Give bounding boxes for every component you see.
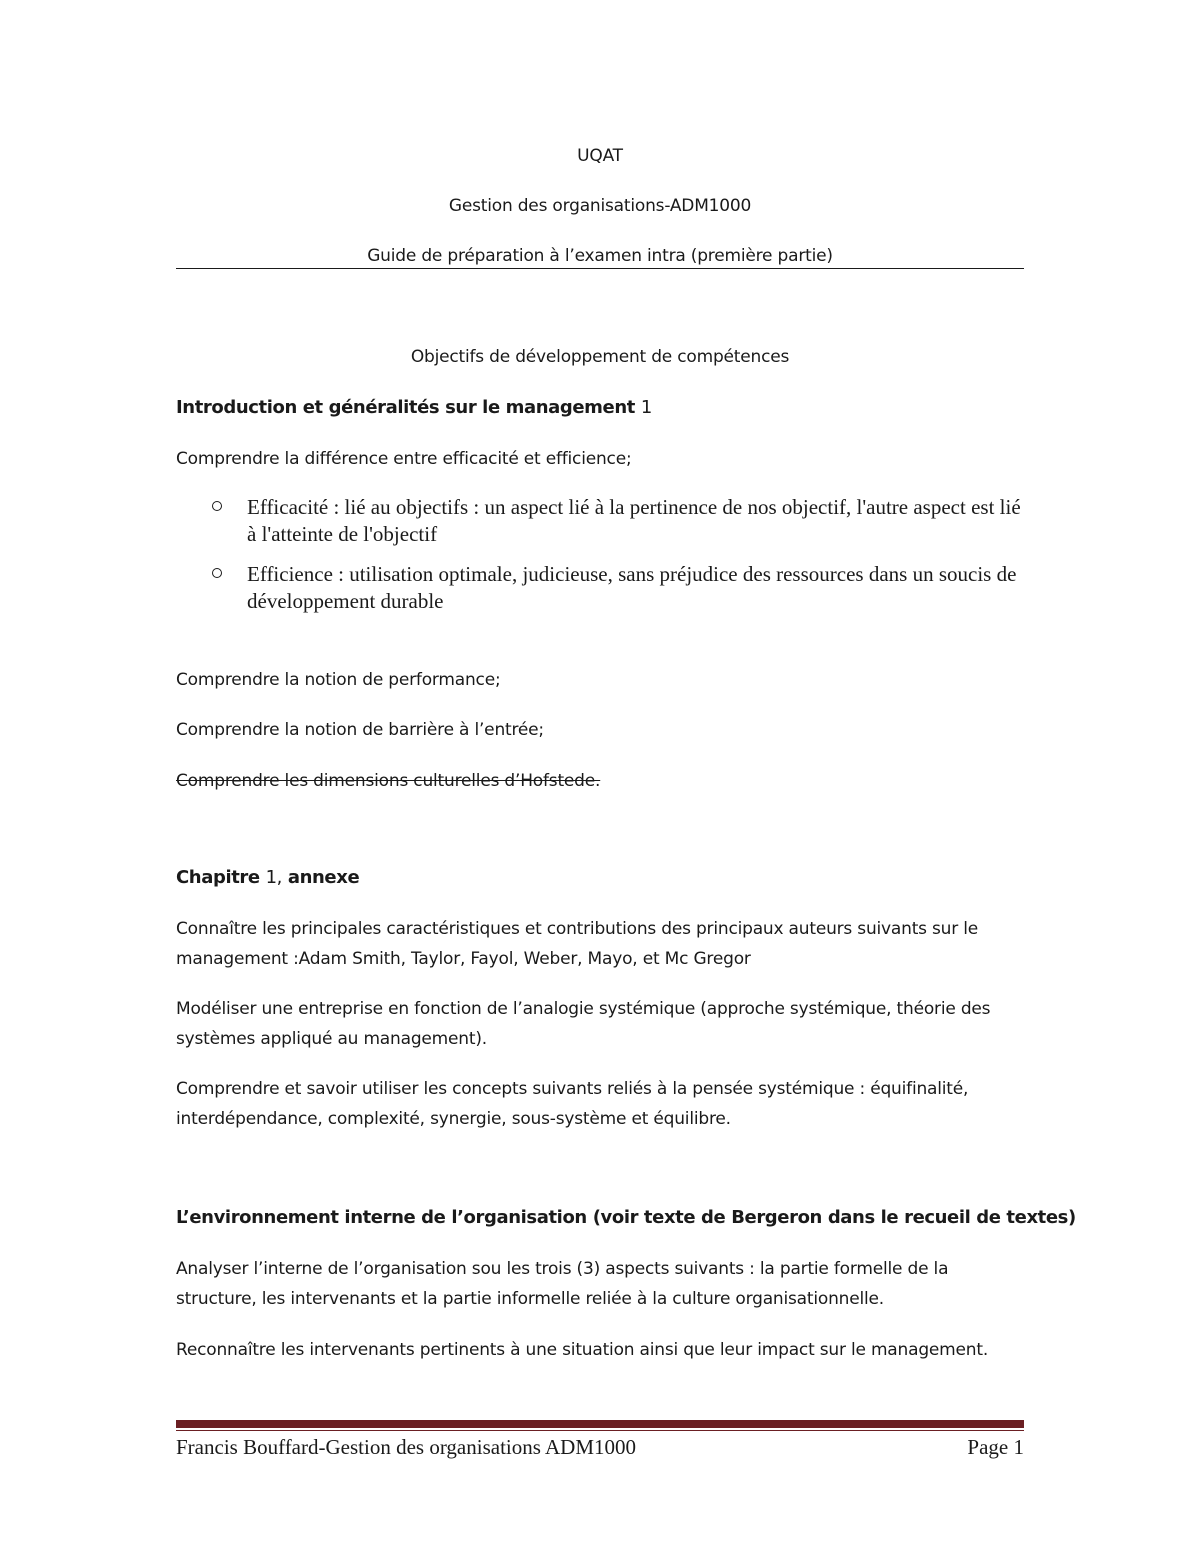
objective-intervenants: Reconnaître les intervenants pertinents à une situation ainsi que leur impact sur le management. (176, 1340, 989, 1360)
section-heading-text: Introduction et généralités sur le management (176, 397, 635, 418)
institution-name: UQAT (577, 146, 623, 166)
section-heading-number: 1 (640, 397, 652, 418)
header-divider (176, 268, 1024, 269)
section-heading-suffix: annexe (287, 867, 360, 888)
objective-efficacite-efficience: Comprendre la différence entre efficacité et efficience; (176, 449, 632, 469)
hollow-circle-bullet-icon (212, 568, 222, 578)
section-heading-environnement-interne: L’environnement interne de l’organisation (voir texte de Bergeron dans le recueil de textes) (176, 1207, 1076, 1228)
objective-analyser-interne: Analyser l’interne de l’organisation sou les trois (3) aspects suivants : la partie formelle de la structure, les intervenants et la partie informelle reliée à la culture organisationnelle. (176, 1259, 949, 1309)
footer-divider (176, 1420, 1024, 1428)
objective-pensee-systemique: Comprendre et savoir utiliser les concepts suivants reliés à la pensée systémique : équifinalité, interdépendance, complexité, synergie, sous-système et équilibre. (176, 1079, 969, 1129)
section-heading-introduction (176, 396, 652, 420)
section-heading-text: Chapitre (176, 867, 260, 888)
list-item (176, 494, 1024, 548)
objective-hofstede-struck: Comprendre les dimensions culturelles d’Hofstede. (176, 771, 601, 791)
section-heading-number: 1, (265, 867, 282, 888)
course-title: Gestion des organisations-ADM1000 (448, 196, 752, 216)
page-number: Page 1 (967, 1435, 1024, 1459)
list-item (176, 561, 1024, 615)
guide-title: Guide de préparation à l’examen intra (première partie) (367, 246, 833, 266)
definition-list (176, 494, 1024, 628)
definition-efficacite: Efficacité : lié au objectifs : un aspect lié à la pertinence de nos objectif, l'autre aspect est lié à l'atteinte de l'objectif (247, 495, 1021, 546)
hollow-circle-bullet-icon (212, 501, 222, 511)
objective-auteurs: Connaître les principales caractéristiques et contributions des principaux auteurs suivants sur le management :Adam Smith, Taylor, Fayol, Weber, Mayo, et Mc Gregor (176, 919, 979, 969)
objective-barriere-entree: Comprendre la notion de barrière à l’entrée; (176, 720, 544, 740)
footer-author-course: Francis Bouffard-Gestion des organisations ADM1000 (176, 1435, 637, 1459)
definition-efficience: Efficience : utilisation optimale, judicieuse, sans préjudice des ressources dans un soucis de développement durable (247, 562, 1017, 613)
section-heading-chapitre-1 (176, 866, 359, 890)
objective-analogie-systemique: Modéliser une entreprise en fonction de l’analogie systémique (approche systémique, théorie des systèmes appliqué au management). (176, 999, 991, 1049)
objectives-title: Objectifs de développement de compétences (410, 347, 790, 367)
objective-performance: Comprendre la notion de performance; (176, 670, 501, 690)
